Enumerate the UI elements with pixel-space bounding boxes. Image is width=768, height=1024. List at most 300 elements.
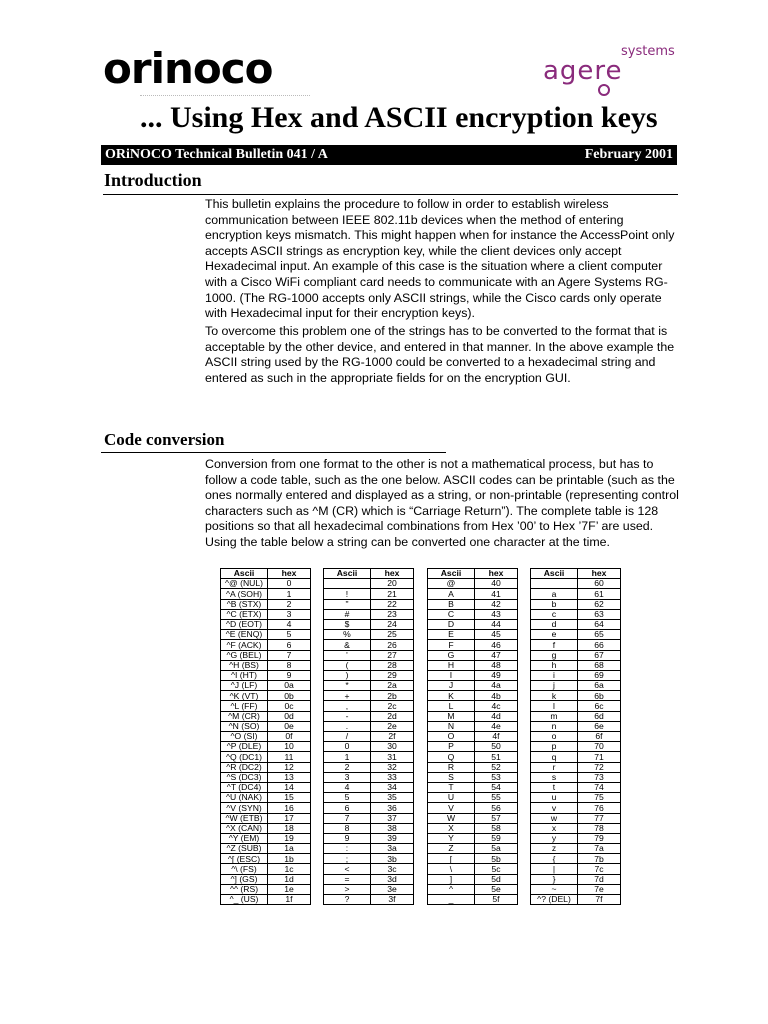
hex-cell: 24	[371, 619, 414, 629]
ascii-cell: l	[531, 701, 578, 711]
hex-header: hex	[268, 569, 311, 579]
hex-cell: 6e	[578, 721, 621, 731]
table-row	[428, 721, 518, 731]
ascii-cell: a	[531, 589, 578, 599]
ascii-cell: ^K (VT)	[221, 691, 268, 701]
hex-cell: 29	[371, 670, 414, 680]
hex-cell: 56	[475, 803, 518, 813]
hex-cell: 6d	[578, 711, 621, 721]
table-row	[221, 599, 311, 609]
table-row	[428, 742, 518, 752]
table-row	[428, 660, 518, 670]
ascii-cell: +	[324, 691, 371, 701]
ascii-cell: ^A (SOH)	[221, 589, 268, 599]
ascii-header: Ascii	[531, 569, 578, 579]
table-row	[531, 732, 621, 742]
table-row	[221, 711, 311, 721]
ascii-cell: ^] (GS)	[221, 874, 268, 884]
ascii-cell: ^C (ETX)	[221, 609, 268, 619]
hex-cell: 3a	[371, 844, 414, 854]
ascii-cell: g	[531, 650, 578, 660]
hex-cell: 31	[371, 752, 414, 762]
ascii-cell: N	[428, 721, 475, 731]
ascii-cell: v	[531, 803, 578, 813]
table-row	[221, 691, 311, 701]
ascii-cell: q	[531, 752, 578, 762]
hex-cell: 10	[268, 742, 311, 752]
ascii-cell: G	[428, 650, 475, 660]
ascii-cell: ^L (FF)	[221, 701, 268, 711]
hex-cell: 69	[578, 670, 621, 680]
ascii-table-1	[220, 568, 311, 905]
ascii-cell: b	[531, 599, 578, 609]
ascii-cell: s	[531, 772, 578, 782]
table-row	[428, 793, 518, 803]
hex-cell: 1b	[268, 854, 311, 864]
ascii-cell: !	[324, 589, 371, 599]
hex-cell: 0a	[268, 681, 311, 691]
ascii-cell: 6	[324, 803, 371, 813]
hex-cell: 4	[268, 619, 311, 629]
table-row	[531, 844, 621, 854]
ascii-cell: 5	[324, 793, 371, 803]
hex-cell: 52	[475, 762, 518, 772]
ascii-header: Ascii	[428, 569, 475, 579]
hex-cell: 30	[371, 742, 414, 752]
intro-paragraph-1: This bulletin explains the procedure to follow in order to establish wireless communication between IEEE 802.11b devices when the method of entering encryption keys mismatch. This might happen when for instance the AccessPoint only accepts ASCII strings as encryption key, while the client devices only accept Hexadecimal input. An example of this case is the situation where a client computer with a Cisco WiFi compliant card needs to communicate with an Agere Systems RG-1000. (The RG-1000 accepts only ASCII strings, while the Cisco cards only operate with Hexadecimal input for their encryption keys).	[205, 197, 675, 321]
table-row	[221, 823, 311, 833]
ascii-cell: =	[324, 874, 371, 884]
table-row	[428, 833, 518, 843]
table-row	[324, 803, 414, 813]
hex-cell: 18	[268, 823, 311, 833]
ascii-cell: f	[531, 640, 578, 650]
code-conversion-paragraph: Conversion from one format to the other is not a mathematical process, but has to follow a code table, such as the one below. ASCII codes can be printable (such as the ones normally entered and displayed as a string, or non-printable (representing control characters such as ^M (CR) which is “Carriage Return”). The complete table is 128 positions so that all hexadecimal combinations from Hex ’00’ to Hex ’7F’ are used. Using the table below a string can be converted one character at the time.	[205, 457, 679, 549]
table-row	[324, 854, 414, 864]
table-row	[324, 864, 414, 874]
table-row	[531, 721, 621, 731]
ascii-cell: H	[428, 660, 475, 670]
ascii-cell: ^S (DC3)	[221, 772, 268, 782]
ascii-cell: :	[324, 844, 371, 854]
ascii-cell: A	[428, 589, 475, 599]
table-row	[531, 782, 621, 792]
hex-cell: 4d	[475, 711, 518, 721]
table-row	[428, 640, 518, 650]
table-row	[428, 772, 518, 782]
ascii-cell: ~	[531, 884, 578, 894]
ascii-cell: O	[428, 732, 475, 742]
hex-cell: 4e	[475, 721, 518, 731]
hex-cell: 6f	[578, 732, 621, 742]
hex-cell: 78	[578, 823, 621, 833]
hex-cell: 6c	[578, 701, 621, 711]
ascii-cell: c	[531, 609, 578, 619]
ascii-cell: ^M (CR)	[221, 711, 268, 721]
hex-cell: 58	[475, 823, 518, 833]
hex-cell: 66	[578, 640, 621, 650]
table-row	[324, 721, 414, 731]
ascii-cell: >	[324, 884, 371, 894]
table-row	[428, 752, 518, 762]
ascii-cell: W	[428, 813, 475, 823]
hex-cell: 3	[268, 609, 311, 619]
hex-cell: 51	[475, 752, 518, 762]
ascii-cell: ^Y (EM)	[221, 833, 268, 843]
hex-cell: 6a	[578, 681, 621, 691]
ascii-cell: "	[324, 599, 371, 609]
table-row	[531, 579, 621, 589]
ascii-cell: ,	[324, 701, 371, 711]
ascii-cell: #	[324, 609, 371, 619]
ascii-cell: E	[428, 630, 475, 640]
table-row	[221, 762, 311, 772]
agere-systems-logo	[543, 44, 678, 92]
hex-cell: 65	[578, 630, 621, 640]
ascii-header: Ascii	[324, 569, 371, 579]
table-row	[324, 833, 414, 843]
table-row	[324, 609, 414, 619]
table-row	[324, 589, 414, 599]
bulletin-date: February 2001	[584, 147, 673, 162]
table-row	[221, 854, 311, 864]
hex-cell: 26	[371, 640, 414, 650]
hex-cell: 5a	[475, 844, 518, 854]
ascii-cell: ^G (BEL)	[221, 650, 268, 660]
ascii-cell: y	[531, 833, 578, 843]
table-row	[531, 874, 621, 884]
hex-header: hex	[371, 569, 414, 579]
introduction-heading: Introduction	[104, 170, 202, 190]
ascii-cell: %	[324, 630, 371, 640]
table-row	[324, 660, 414, 670]
hex-cell: 5b	[475, 854, 518, 864]
table-row	[324, 732, 414, 742]
table-row	[324, 823, 414, 833]
hex-cell: 2d	[371, 711, 414, 721]
hex-cell: 2	[268, 599, 311, 609]
ascii-cell: *	[324, 681, 371, 691]
table-row	[531, 589, 621, 599]
ascii-cell: 0	[324, 742, 371, 752]
ascii-table-3	[427, 568, 518, 905]
table-row	[428, 844, 518, 854]
table-row	[324, 670, 414, 680]
hex-cell: 4b	[475, 691, 518, 701]
table-row	[221, 619, 311, 629]
ascii-cell: ^V (SYN)	[221, 803, 268, 813]
ascii-cell: Z	[428, 844, 475, 854]
hex-cell: 44	[475, 619, 518, 629]
hex-cell: 11	[268, 752, 311, 762]
table-row	[531, 660, 621, 670]
hex-cell: 5e	[475, 884, 518, 894]
hex-cell: 48	[475, 660, 518, 670]
ascii-cell: 1	[324, 752, 371, 762]
hex-cell: 1d	[268, 874, 311, 884]
ascii-cell: 2	[324, 762, 371, 772]
table-row	[324, 691, 414, 701]
agere-logo-word: agere	[543, 56, 623, 86]
ascii-cell: ;	[324, 854, 371, 864]
ascii-cell: ^\ (FS)	[221, 864, 268, 874]
ascii-cell: $	[324, 619, 371, 629]
table-row	[221, 701, 311, 711]
ascii-cell: t	[531, 782, 578, 792]
table-row	[531, 691, 621, 701]
table-row	[531, 772, 621, 782]
table-row	[428, 732, 518, 742]
ascii-cell: ^F (ACK)	[221, 640, 268, 650]
ascii-cell: o	[531, 732, 578, 742]
hex-cell: 2f	[371, 732, 414, 742]
hex-cell: 41	[475, 589, 518, 599]
hex-cell: 54	[475, 782, 518, 792]
table-row	[221, 813, 311, 823]
table-row	[221, 732, 311, 742]
hex-cell: 16	[268, 803, 311, 813]
intro-paragraph-2: To overcome this problem one of the strings has to be converted to the format that is acceptable by the other device, and entered in that manner. In the above example the ASCII string used by the RG-1000 could be converted to a hexadecimal string and entered as such in the appropriate fields for on the encryption GUI.	[205, 324, 675, 385]
table-row	[221, 772, 311, 782]
ascii-cell: /	[324, 732, 371, 742]
table-row	[428, 630, 518, 640]
table-row	[428, 609, 518, 619]
hex-cell: 1c	[268, 864, 311, 874]
bulletin-bar	[101, 145, 677, 165]
ascii-cell: j	[531, 681, 578, 691]
table-row	[531, 752, 621, 762]
table-row	[428, 874, 518, 884]
table-row	[324, 752, 414, 762]
table-row	[324, 599, 414, 609]
table-row	[221, 630, 311, 640]
table-row	[324, 874, 414, 884]
ascii-cell: d	[531, 619, 578, 629]
table-row	[324, 742, 414, 752]
hex-cell: 0	[268, 579, 311, 589]
ascii-cell: ^P (DLE)	[221, 742, 268, 752]
table-row	[531, 711, 621, 721]
ascii-cell: T	[428, 782, 475, 792]
ascii-cell: n	[531, 721, 578, 731]
hex-cell: 3c	[371, 864, 414, 874]
code-conversion-rule	[101, 452, 446, 453]
ascii-cell: ^O (SI)	[221, 732, 268, 742]
ascii-cell: B	[428, 599, 475, 609]
ascii-cell	[531, 579, 578, 589]
ascii-cell: ^J (LF)	[221, 681, 268, 691]
ascii-cell: ^N (SO)	[221, 721, 268, 731]
hex-cell: 36	[371, 803, 414, 813]
table-row	[221, 884, 311, 894]
table-row	[428, 599, 518, 609]
hex-cell: 67	[578, 650, 621, 660]
table-row	[221, 864, 311, 874]
table-row	[221, 670, 311, 680]
ascii-cell: K	[428, 691, 475, 701]
table-row	[221, 742, 311, 752]
hex-cell: 6	[268, 640, 311, 650]
ascii-cell: J	[428, 681, 475, 691]
ascii-cell: z	[531, 844, 578, 854]
ascii-cell: {	[531, 854, 578, 864]
table-row	[428, 895, 518, 905]
table-row	[428, 670, 518, 680]
hex-cell: 74	[578, 782, 621, 792]
table-row	[428, 650, 518, 660]
hex-cell: 20	[371, 579, 414, 589]
hex-cell: 0b	[268, 691, 311, 701]
table-row	[221, 650, 311, 660]
agere-logo-mark-icon	[598, 84, 610, 96]
table-row	[531, 803, 621, 813]
hex-cell: 2b	[371, 691, 414, 701]
table-row	[324, 884, 414, 894]
ascii-cell: ^	[428, 884, 475, 894]
table-row	[428, 762, 518, 772]
table-row	[428, 711, 518, 721]
hex-cell: 5d	[475, 874, 518, 884]
hex-cell: 3d	[371, 874, 414, 884]
ascii-cell: ^@ (NUL)	[221, 579, 268, 589]
ascii-cell: L	[428, 701, 475, 711]
hex-cell: 70	[578, 742, 621, 752]
table-row	[221, 793, 311, 803]
table-row	[531, 823, 621, 833]
hex-cell: 7b	[578, 854, 621, 864]
hex-cell: 7c	[578, 864, 621, 874]
hex-cell: 2e	[371, 721, 414, 731]
table-row	[428, 619, 518, 629]
table-row	[531, 813, 621, 823]
hex-cell: 8	[268, 660, 311, 670]
table-row	[324, 681, 414, 691]
hex-cell: 9	[268, 670, 311, 680]
table-row	[324, 711, 414, 721]
hex-cell: 50	[475, 742, 518, 752]
hex-cell: 73	[578, 772, 621, 782]
ascii-cell: U	[428, 793, 475, 803]
hex-cell: 7e	[578, 884, 621, 894]
table-row	[428, 803, 518, 813]
ascii-cell: w	[531, 813, 578, 823]
introduction-rule	[103, 194, 678, 195]
ascii-cell: ?	[324, 895, 371, 905]
table-row	[428, 823, 518, 833]
ascii-cell: -	[324, 711, 371, 721]
ascii-cell: ^^ (RS)	[221, 884, 268, 894]
page-title: ... Using Hex and ASCII encryption keys	[140, 101, 658, 134]
ascii-cell: ^I (HT)	[221, 670, 268, 680]
code-conversion-heading: Code conversion	[104, 430, 225, 449]
ascii-cell: I	[428, 670, 475, 680]
hex-cell: 6b	[578, 691, 621, 701]
ascii-cell: M	[428, 711, 475, 721]
hex-cell: 3e	[371, 884, 414, 894]
hex-cell: 57	[475, 813, 518, 823]
table-row	[324, 579, 414, 589]
ascii-cell: [	[428, 854, 475, 864]
hex-cell: 5f	[475, 895, 518, 905]
ascii-cell: )	[324, 670, 371, 680]
table-row	[428, 864, 518, 874]
hex-cell: 0e	[268, 721, 311, 731]
table-row	[428, 681, 518, 691]
hex-cell: 43	[475, 609, 518, 619]
ascii-cell: ^U (NAK)	[221, 793, 268, 803]
ascii-cell: ^R (DC2)	[221, 762, 268, 772]
ascii-cell: &	[324, 640, 371, 650]
hex-cell: 62	[578, 599, 621, 609]
hex-cell: 35	[371, 793, 414, 803]
table-row	[324, 640, 414, 650]
hex-cell: 75	[578, 793, 621, 803]
table-row	[531, 681, 621, 691]
hex-cell: 59	[475, 833, 518, 843]
table-row	[428, 589, 518, 599]
ascii-cell: 7	[324, 813, 371, 823]
table-row	[324, 793, 414, 803]
hex-header: hex	[578, 569, 621, 579]
ascii-cell: ]	[428, 874, 475, 884]
hex-cell: 40	[475, 579, 518, 589]
table-row	[221, 660, 311, 670]
table-row	[428, 782, 518, 792]
ascii-cell: ^H (BS)	[221, 660, 268, 670]
ascii-cell: @	[428, 579, 475, 589]
table-row	[428, 884, 518, 894]
hex-cell: 5c	[475, 864, 518, 874]
table-row	[428, 701, 518, 711]
hex-cell: 47	[475, 650, 518, 660]
ascii-cell: '	[324, 650, 371, 660]
orinoco-logo: orinoco	[103, 44, 273, 93]
ascii-cell: ^Q (DC1)	[221, 752, 268, 762]
table-row	[221, 640, 311, 650]
hex-cell: 63	[578, 609, 621, 619]
hex-cell: 1	[268, 589, 311, 599]
hex-cell: 45	[475, 630, 518, 640]
hex-cell: 0f	[268, 732, 311, 742]
ascii-cell: D	[428, 619, 475, 629]
ascii-cell: k	[531, 691, 578, 701]
table-row	[324, 701, 414, 711]
ascii-cell: (	[324, 660, 371, 670]
ascii-cell: ^[ (ESC)	[221, 854, 268, 864]
table-row	[221, 782, 311, 792]
ascii-cell	[324, 579, 371, 589]
hex-cell: 12	[268, 762, 311, 772]
hex-cell: 53	[475, 772, 518, 782]
hex-cell: 0c	[268, 701, 311, 711]
table-row	[531, 670, 621, 680]
table-row	[324, 813, 414, 823]
ascii-cell: C	[428, 609, 475, 619]
hex-cell: 15	[268, 793, 311, 803]
table-row	[428, 813, 518, 823]
table-row	[531, 864, 621, 874]
ascii-cell: ^Z (SUB)	[221, 844, 268, 854]
hex-cell: 7d	[578, 874, 621, 884]
ascii-cell: u	[531, 793, 578, 803]
table-row	[324, 762, 414, 772]
ascii-cell: 4	[324, 782, 371, 792]
hex-cell: 14	[268, 782, 311, 792]
ascii-cell: F	[428, 640, 475, 650]
hex-cell: 21	[371, 589, 414, 599]
ascii-cell: S	[428, 772, 475, 782]
hex-cell: 37	[371, 813, 414, 823]
